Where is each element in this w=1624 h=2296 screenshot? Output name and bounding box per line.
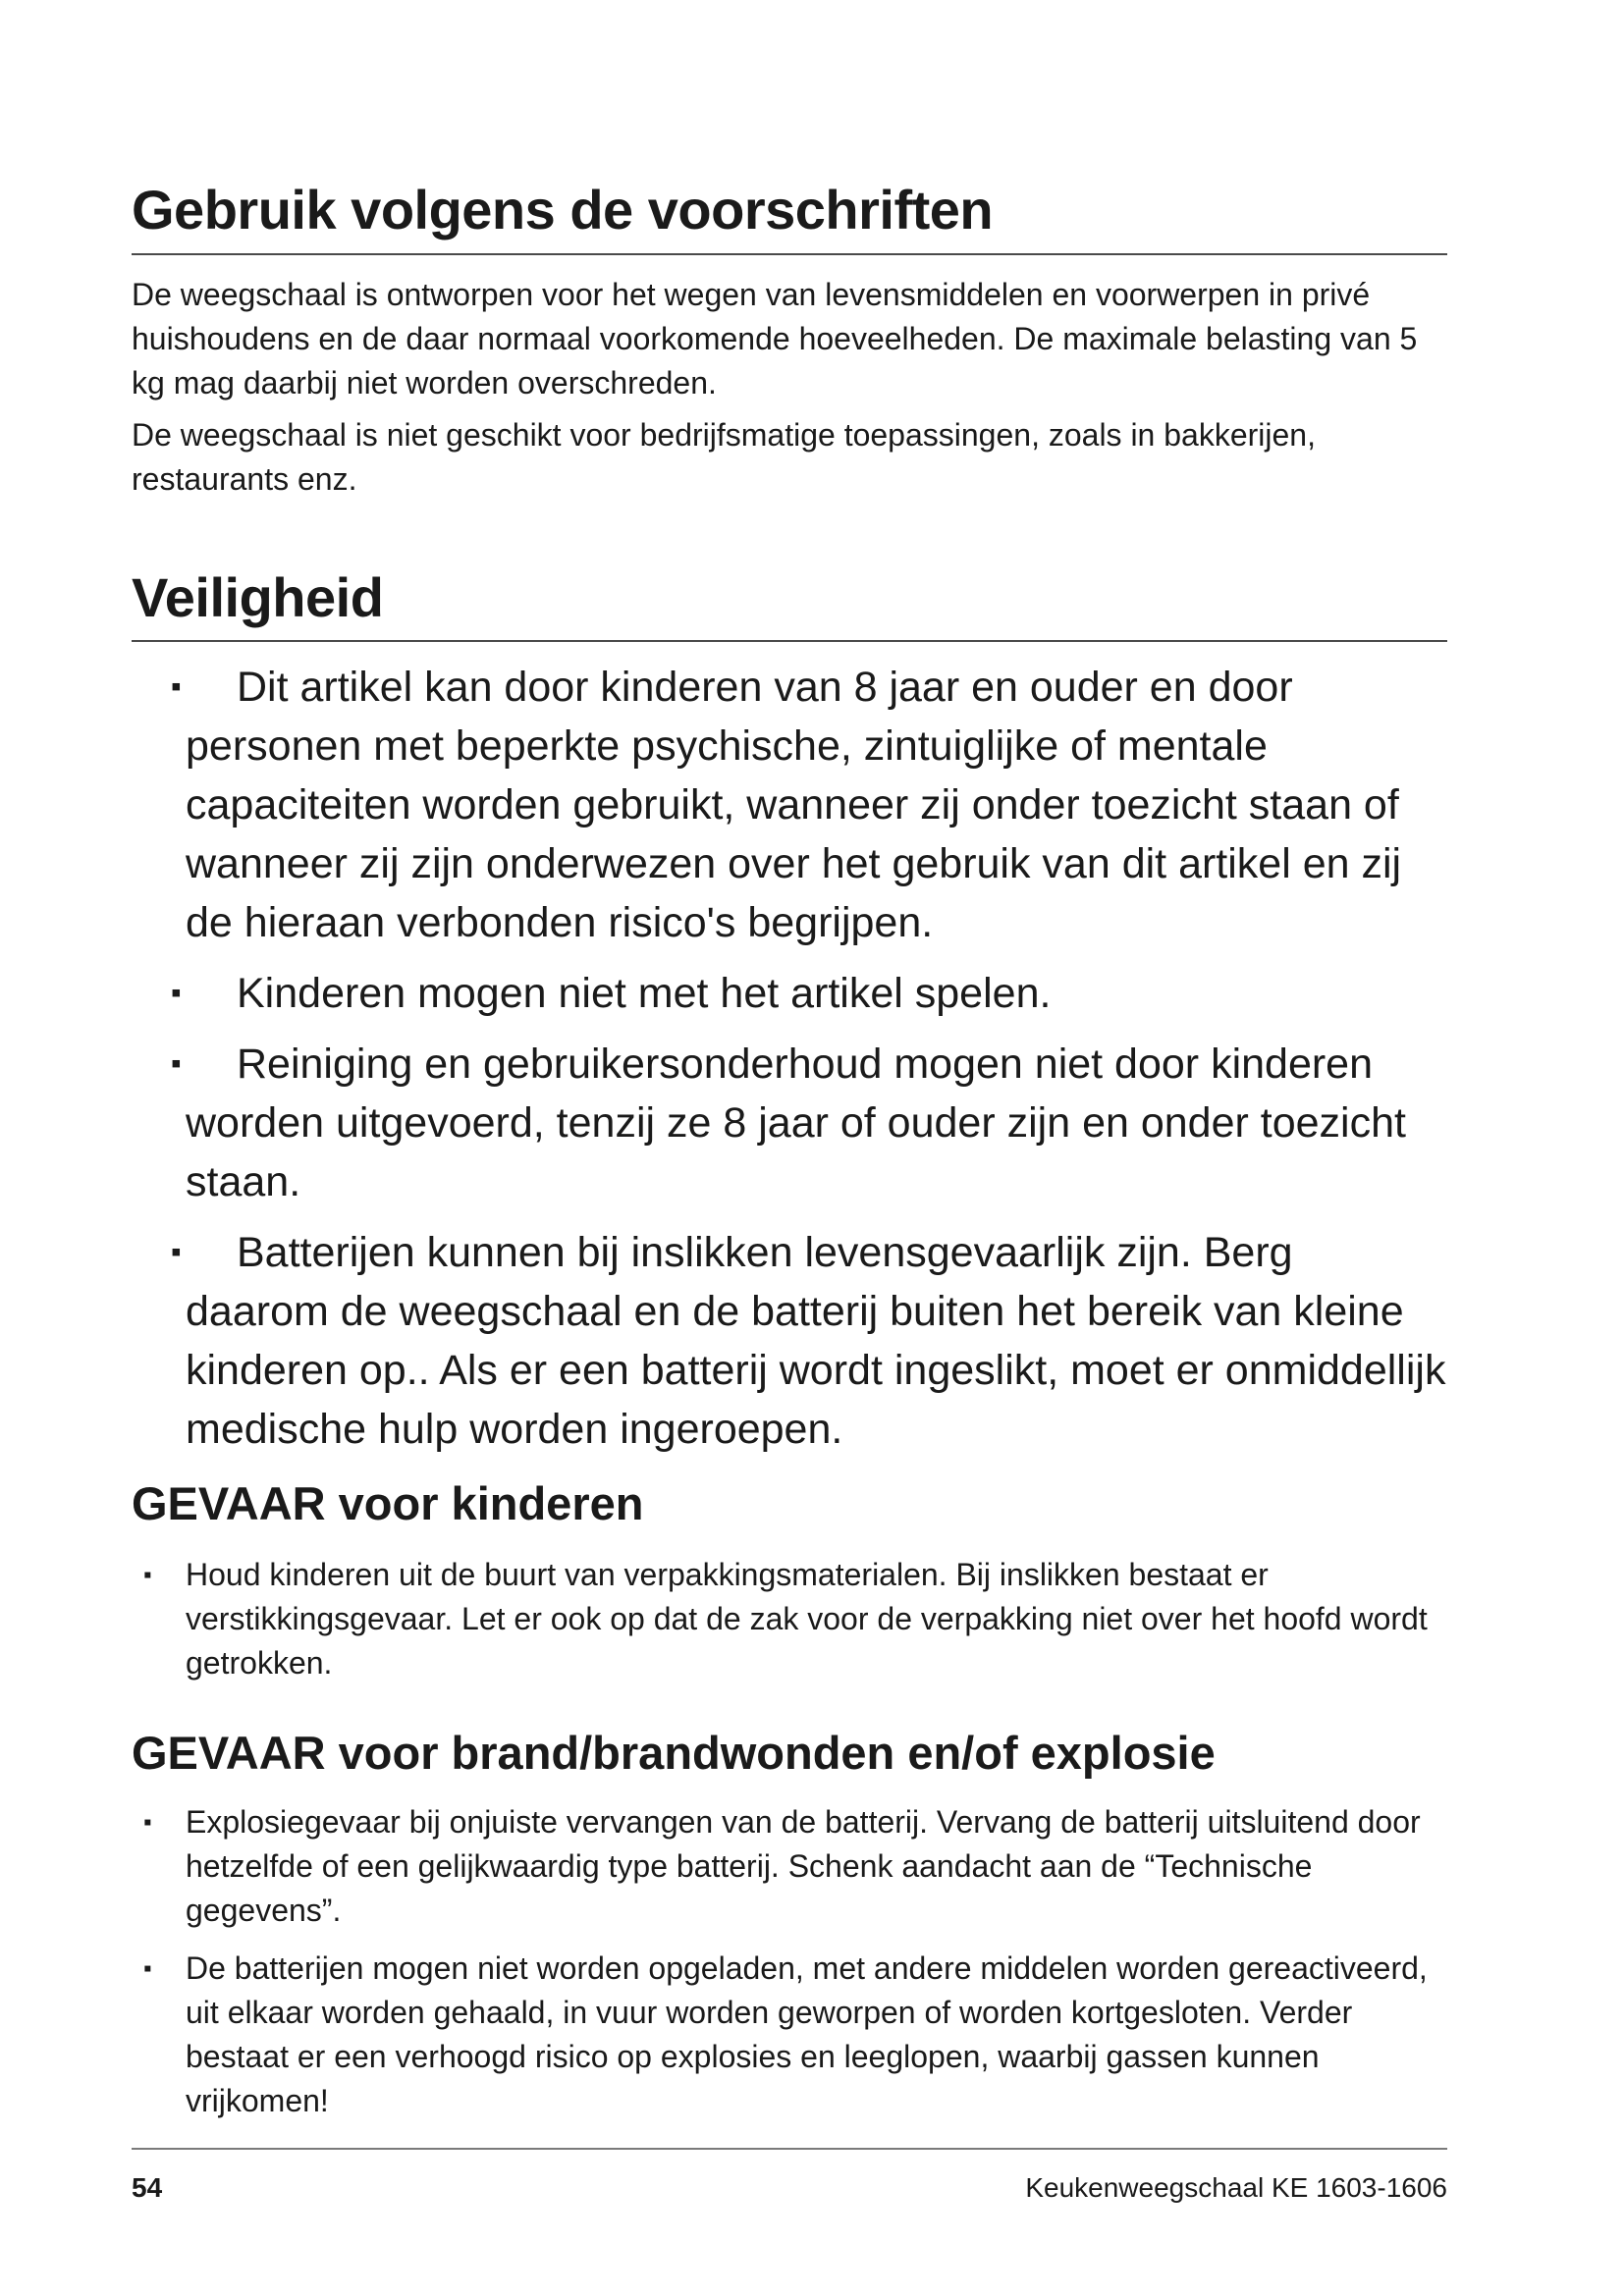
list-item-text: Batterijen kunnen bij inslikken levensgevaarlijk zijn. Berg daarom de weegschaal en de batterij buiten het bereik van kleine kinderen op.. Als er een batterij wordt ingeslikt, moet er onmiddellijk medische hulp worden ingeroepen. [186, 1229, 1446, 1453]
list-item-text: Reiniging en gebruikersonderhoud mogen niet door kinderen worden uitgevoerd, tenzij ze 8 jaar of ouder zijn en onder toezicht staan. [186, 1041, 1406, 1205]
bullet-icon: ▪ [143, 1955, 152, 1982]
list-item-text: Kinderen mogen niet met het artikel spelen. [237, 970, 1052, 1017]
list-item [132, 1035, 1447, 1211]
footer-row [132, 2171, 1447, 2205]
list-item [132, 964, 1447, 1023]
bullet-icon: ▪ [143, 1562, 152, 1588]
list-item-text: Houd kinderen uit de buurt van verpakkingsmaterialen. Bij inslikken bestaat er verstikkingsgevaar. Let er ook op dat de zak voor de verpakking niet over het hoofd wordt getrokken. [186, 1557, 1428, 1681]
paragraph: De weegschaal is niet geschikt voor bedrijfsmatige toepassingen, zoals in bakkerijen, restaurants enz. [132, 417, 1316, 497]
section-gebruik-body [132, 273, 1447, 502]
document-page [132, 0, 1447, 2296]
section-divider [132, 253, 1447, 255]
bullet-icon: ▪ [171, 1047, 182, 1080]
list-item [132, 1553, 1447, 1685]
list-item [132, 1223, 1447, 1459]
section-title-gevaar-brand: GEVAAR voor brand/brandwonden en/of explosie [132, 1727, 1216, 1779]
bullet-icon: ▪ [143, 1809, 152, 1836]
list-item-text: Dit artikel kan door kinderen van 8 jaar en ouder en door personen met beperkte psychische, zintuiglijke of mentale capaciteiten worden gebruikt, wanneer zij onder toezicht staan of wanneer zij zijn onderwezen over het gebruik van dit artikel en zij de hieraan verbonden risico's begrijpen. [186, 664, 1402, 946]
page-footer [132, 2148, 1447, 2205]
footer-product-name: Keukenweegschaal KE 1603-1606 [1025, 2172, 1447, 2203]
list-item [132, 1800, 1447, 1933]
footer-divider [132, 2148, 1447, 2150]
list-item [132, 1947, 1447, 2123]
danger-children-list [132, 1553, 1447, 1697]
list-item-text: De batterijen mogen niet worden opgeladen, met andere middelen worden gereactiveerd, uit elkaar worden gehaald, in vuur worden geworpen of worden kortgesloten. Verder bestaat er een verhoogd risico op explosies en leeglopen, waarbij gassen kunnen vrijkomen! [186, 1950, 1428, 2118]
paragraph: De weegschaal is ontworpen voor het wegen van levensmiddelen en voorwerpen in privé huishoudens en de daar normaal voorkomende hoeveelheden. De maximale belasting van 5 kg mag daarbij niet worden overschreden. [132, 277, 1418, 400]
page-number: 54 [132, 2172, 163, 2203]
section-title-gebruik: Gebruik volgens de voorschriften [132, 179, 994, 240]
danger-fire-list [132, 1800, 1447, 2135]
bullet-icon: ▪ [171, 670, 182, 703]
section-title-gevaar-kinderen: GEVAAR voor kinderen [132, 1477, 644, 1529]
section-title-veiligheid: Veiligheid [132, 566, 384, 628]
list-item [132, 658, 1447, 952]
safety-list [132, 658, 1447, 1470]
bullet-icon: ▪ [171, 977, 182, 1009]
section-divider [132, 640, 1447, 642]
list-item-text: Explosiegevaar bij onjuiste vervangen van de batterij. Vervang de batterij uitsluitend door hetzelfde of een gelijkwaardig type batterij. Schenk aandacht aan de “Technische gegevens”. [186, 1804, 1421, 1928]
bullet-icon: ▪ [171, 1236, 182, 1268]
